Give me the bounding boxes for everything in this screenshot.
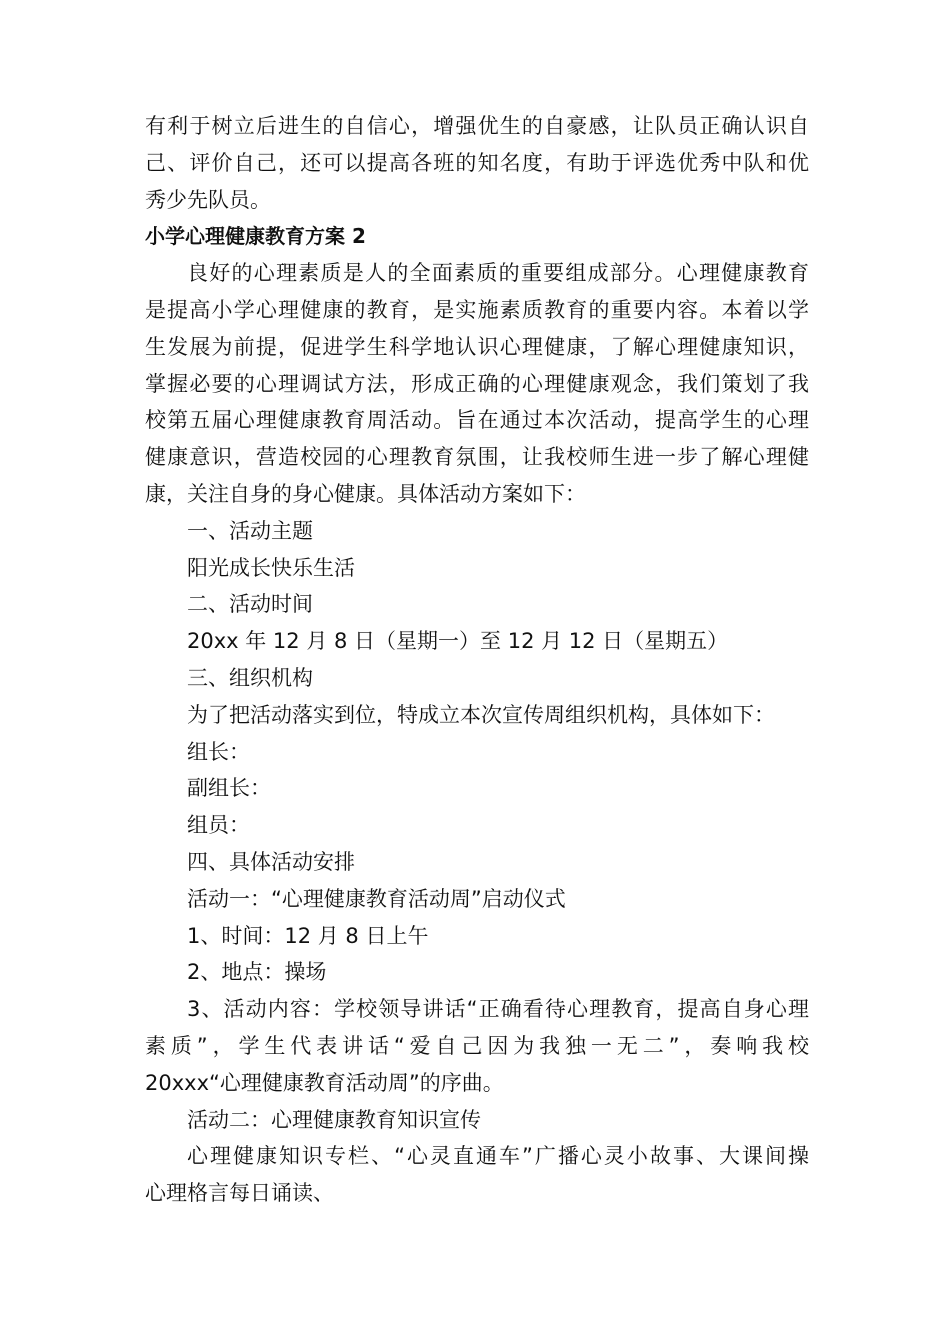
paragraph-line: 1、时间：12 月 8 日上午 — [187, 923, 429, 948]
paragraph-line: 心理格言每日诵读、 — [145, 1181, 334, 1206]
paragraph-line: 20xx 年 12 月 8 日（星期一）至 12 月 12 日（星期五） — [187, 629, 729, 654]
subsection-heading: 一、活动主题 — [187, 518, 313, 543]
subsection-heading: 四、具体活动安排 — [187, 849, 355, 874]
paragraph-line: 掌握必要的心理调试方法，形成正确的心理健康观念，我们策划了我 — [145, 371, 809, 396]
paragraph-line: 为了把活动落实到位，特成立本次宣传周组织机构，具体如下： — [187, 702, 775, 727]
paragraph-line: 3、活动内容：学校领导讲话“正确看待心理教育，提高自身心理 — [187, 997, 809, 1022]
paragraph-line: 活动二：心理健康教育知识宣传 — [187, 1107, 481, 1132]
paragraph-line: 阳光成长快乐生活 — [187, 555, 355, 580]
paragraph-line: 2、地点：操场 — [187, 960, 327, 985]
paragraph-line: 己、评价自己，还可以提高各班的知名度，有助于评选优秀中队和优 — [145, 150, 809, 175]
paragraph-line: 生发展为前提，促进学生科学地认识心理健康，了解心理健康知识， — [145, 334, 809, 359]
paragraph-line: 心理健康知识专栏、“心灵直通车”广播心灵小故事、大课间操 — [187, 1144, 809, 1169]
subsection-heading: 二、活动时间 — [187, 592, 313, 617]
document-page — [145, 108, 809, 1212]
paragraph-line: 健康意识，营造校园的心理教育氛围，让我校师生进一步了解心理健 — [145, 445, 809, 470]
paragraph-line: 组员： — [187, 813, 250, 838]
section-heading: 小学心理健康教育方案 2 — [145, 224, 366, 249]
paragraph-line: 是提高小学心理健康的教育，是实施素质教育的重要内容。本着以学 — [145, 297, 809, 322]
paragraph-line: 良好的心理素质是人的全面素质的重要组成部分。心理健康教育 — [187, 261, 809, 286]
subsection-heading: 三、组织机构 — [187, 665, 313, 690]
paragraph-line: 秀少先队员。 — [145, 187, 271, 212]
paragraph-line: 有利于树立后进生的自信心，增强优生的自豪感，让队员正确认识自 — [145, 114, 809, 138]
paragraph-line: 素质”，学生代表讲话“爱自己因为我独一无二”，奏响我校 — [145, 1033, 809, 1058]
paragraph-line: 组长： — [187, 739, 250, 764]
paragraph-line: 20xxx“心理健康教育活动周”的序曲。 — [145, 1070, 504, 1095]
paragraph-line: 康，关注自身的身心健康。具体活动方案如下： — [145, 481, 586, 506]
paragraph-line: 校第五届心理健康教育周活动。旨在通过本次活动，提高学生的心理 — [145, 408, 809, 433]
paragraph-line: 活动一：“心理健康教育活动周”启动仪式 — [187, 886, 566, 911]
paragraph-line: 副组长： — [187, 776, 271, 801]
